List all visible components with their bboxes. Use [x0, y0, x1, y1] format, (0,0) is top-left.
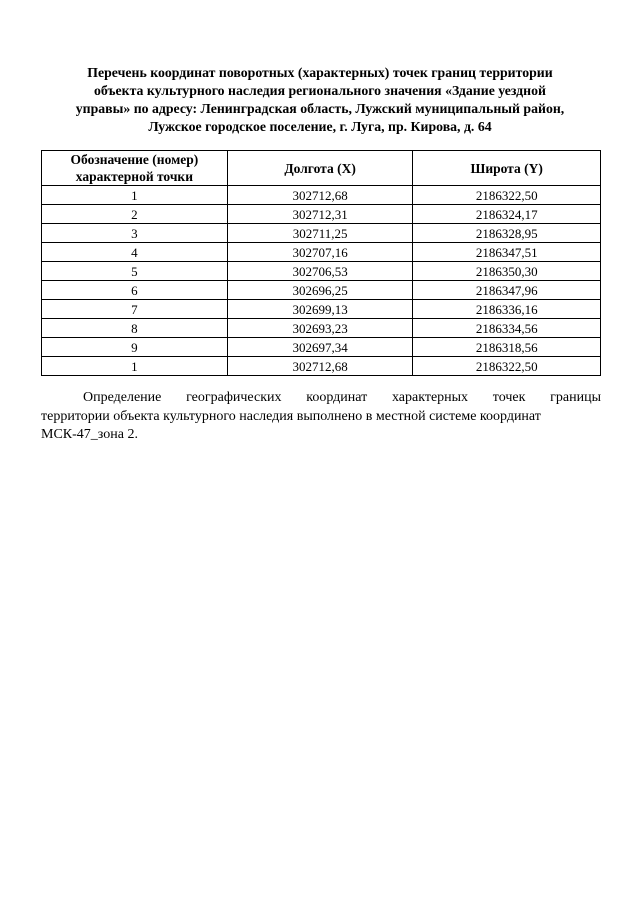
cell-longitude: 302699,13: [227, 300, 413, 319]
cell-latitude: 2186347,96: [413, 281, 601, 300]
header-longitude: Долгота (X): [227, 151, 413, 186]
cell-point-number: 4: [42, 243, 228, 262]
cell-latitude: 2186328,95: [413, 224, 601, 243]
table-body: [42, 186, 601, 376]
table-row: [42, 224, 601, 243]
cell-latitude: 2186318,56: [413, 338, 601, 357]
cell-longitude: 302707,16: [227, 243, 413, 262]
cell-latitude: 2186334,56: [413, 319, 601, 338]
cell-latitude: 2186322,50: [413, 357, 601, 376]
coordinates-table: [41, 150, 601, 376]
table-row: [42, 186, 601, 205]
table-row: [42, 281, 601, 300]
table-row: [42, 205, 601, 224]
header-point-number: Обозначение (номер) характерной точки: [42, 151, 228, 186]
cell-point-number: 1: [42, 186, 228, 205]
table-row: [42, 243, 601, 262]
cell-point-number: 1: [42, 357, 228, 376]
title-line: Перечень координат поворотных (характерных) точек границ территории: [87, 65, 553, 80]
cell-longitude: 302697,34: [227, 338, 413, 357]
table-row: [42, 338, 601, 357]
table-row: [42, 262, 601, 281]
note-paragraph: [41, 389, 601, 445]
cell-longitude: 302712,68: [227, 357, 413, 376]
cell-longitude: 302711,25: [227, 224, 413, 243]
title-line: объекта культурного наследия регионального значения «Здание уездной: [94, 83, 546, 98]
cell-longitude: 302712,68: [227, 186, 413, 205]
cell-latitude: 2186347,51: [413, 243, 601, 262]
cell-point-number: 8: [42, 319, 228, 338]
cell-longitude: 302712,31: [227, 205, 413, 224]
cell-point-number: 9: [42, 338, 228, 357]
title-line: Лужское городское поселение, г. Луга, пр. Кирова, д. 64: [148, 119, 492, 134]
table-header-row: [42, 151, 601, 186]
cell-longitude: 302696,25: [227, 281, 413, 300]
note-line: Определение географических координат характерных точек границы: [83, 390, 601, 405]
cell-point-number: 2: [42, 205, 228, 224]
cell-latitude: 2186336,16: [413, 300, 601, 319]
cell-latitude: 2186350,30: [413, 262, 601, 281]
cell-latitude: 2186324,17: [413, 205, 601, 224]
cell-longitude: 302706,53: [227, 262, 413, 281]
document-title: [40, 64, 600, 136]
title-line: управы» по адресу: Ленинградская область, Лужский муниципальный район,: [75, 101, 565, 116]
table-row: [42, 319, 601, 338]
cell-point-number: 7: [42, 300, 228, 319]
table-row: [42, 357, 601, 376]
cell-point-number: 6: [42, 281, 228, 300]
header-latitude: Широта (Y): [413, 151, 601, 186]
note-line: территории объекта культурного наследия выполнено в местной системе координат: [41, 408, 541, 424]
cell-point-number: 3: [42, 224, 228, 243]
cell-point-number: 5: [42, 262, 228, 281]
cell-latitude: 2186322,50: [413, 186, 601, 205]
table-row: [42, 300, 601, 319]
cell-longitude: 302693,23: [227, 319, 413, 338]
note-line: МСК-47_зона 2.: [41, 427, 138, 442]
